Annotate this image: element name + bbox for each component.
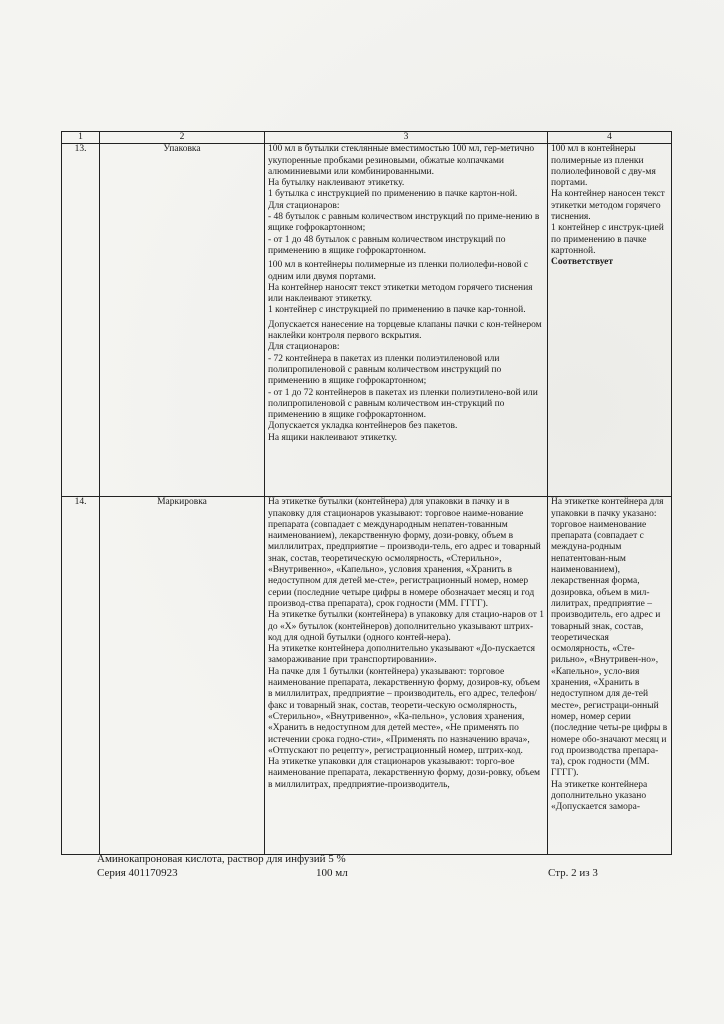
footer-volume: 100 мл: [316, 867, 348, 879]
requirement-paragraph: На этикетке бутылки (контейнера) в упаковку для стацио-наров от 1 до «Х» бутылок (контейнеров) дополнительно указывают штрих-код для одной бутылки (одного контей-нера).: [268, 610, 544, 643]
requirement-paragraph: На пачке для 1 бутылки (контейнера) указывают: торговое наименование препарата, лекарственную форму, дозиров-ку, объем в миллилитрах, предприятие – производитель, его адрес, телефон/факс и товарный знак, состав, теорети-ческую осмолярность, «Стерильно», «Внутривенно», «Ка-пельно», условия хранения, «Хранить в недоступном для детей месте», «Не применять по истечении срока годно-сти», «Применять по назначению врача», «Отпускают по рецепту», регистрационный номер, штрих-код.: [268, 666, 541, 756]
requirement-paragraph: - 48 бутылок с равным количеством инструкций по приме-нению в ящике гофрокартонном;: [268, 212, 540, 234]
requirement-paragraph: - от 1 до 48 бутылок с равным количеством инструкций по применению в ящике гофрокартонном.: [268, 234, 506, 256]
result-paragraph: На контейнер наносен текст этикетки методом горячего тиснения.: [551, 189, 665, 223]
requirement-paragraph: На бутылку наклеивают этикетку.: [268, 178, 405, 189]
row-actual-result: [548, 144, 672, 497]
requirement-paragraph: 1 бутылка с инструкцией по применению в пачке картон-ной.: [268, 189, 518, 200]
requirement-paragraph: 1 контейнер с инструкцией по применению в пачке кар-тонной.: [268, 305, 526, 316]
requirement-paragraph: На этикетке упаковки для стационаров указывают: торго-вое наименование препарата, лекарственную форму, дози-ровку, объем в миллилитрах, предприятие-производитель,: [268, 757, 541, 790]
result-paragraph: 1 контейнер с инструк-цией по применению в пачке картонной.: [551, 223, 664, 256]
header-col-4: 4: [548, 132, 672, 144]
footer-page-number: Стр. 2 из 3: [548, 867, 598, 879]
row-requirements: [265, 144, 548, 497]
requirement-paragraph: На этикетке бутылки (контейнера) для упаковки в пачку и в упаковку для стационаров указывают: торговое наиме-нование препарата (совпадает с международным непатен-тованным наименованием), лекарственную форму, дози-ровку, объем в миллилитрах, предприятие – производи-тель, его адрес и товарный знак, состав, теоретическую осмолярность, «Стерильно», «Внутривенно», «Капельно», условия хранения, «Хранить в недоступном для детей ме-сте», регистрационный номер, номер серии (последние четыре цифры в номере обозначает месяц и год производ-ства препарата), срок годности (ММ. ГГГГ).: [268, 497, 541, 609]
table-header-row: [62, 132, 672, 144]
row-number: 13.: [62, 144, 100, 497]
header-col-1: 1: [62, 132, 100, 144]
requirement-paragraph: На этикетке контейнера дополнительно указывают «До-пускается замораживание при транспортировании».: [268, 644, 535, 666]
row-parameter-name: Упаковка: [100, 144, 265, 497]
requirement-paragraph: Допускается укладка контейнеров без пакетов.: [268, 421, 458, 432]
requirement-paragraph: Для стационаров:: [268, 342, 340, 353]
requirement-paragraph: 100 мл в контейнеры полимерные из пленки полиолефи-новой с одним или двумя портами.: [268, 260, 529, 282]
table-row-labeling: [62, 497, 672, 855]
requirement-paragraph: На контейнер наносят текст этикетки методом горячего тиснения или наклеивают этикетку.: [268, 282, 533, 305]
row-number: 14.: [62, 497, 100, 855]
row-parameter-name: Маркировка: [100, 497, 265, 855]
requirement-paragraph: - от 1 до 72 контейнеров в пакетах из пленки полиэтилено-вой или полипропиленовой с равным количеством ин-струкций по применению в ящике гофрокартонном.: [268, 387, 538, 421]
result-paragraph: На этикетке контейнера для упаковки в пачку указано: торговое наименование препарата (совпадает с междуна-родным непатентован-ным наименованием), лекарственная форма, дозировка, объем в мил-лилитрах, предприятие – производитель, его адрес и товарный знак, состав, теоретическая осмолярность, «Сте-рильно», «Внутривен-но», «Капельно», усло-вия хранения, «Хранить в недоступном для де-тей месте», регистраци-онный номер, номер серии (последние четы-ре цифры в номере обо-значают месяц и год производства препара-та), срок годности (ММ. ГГГГ).: [551, 497, 668, 779]
spec-table: [61, 131, 672, 855]
header-col-2: 2: [100, 132, 265, 144]
table-row-packaging: [62, 144, 672, 497]
requirement-paragraph: - 72 контейнера в пакетах из пленки полиэтиленовой или полипропиленовой с равным количеством инструкций по применению в ящике гофрокартонном;: [268, 353, 502, 387]
result-paragraph: На этикетке контейнера дополнительно указано «Допускается замора-: [551, 779, 648, 813]
header-col-3: 3: [265, 132, 548, 144]
conformity-conclusion: Соответствует: [551, 257, 614, 268]
requirement-paragraph: Для стационаров:: [268, 200, 340, 211]
requirement-paragraph: На ящики наклеивают этикетку.: [268, 432, 398, 443]
row-actual-result: [548, 497, 672, 855]
footer-series: Серия 401170923: [97, 867, 178, 879]
requirement-paragraph: Допускается нанесение на торцевые клапаны пачки с кон-тейнером наклейки контроля первого вскрытия.: [268, 319, 542, 342]
result-paragraph: 100 мл в контейнеры полимерные из пленки полиолефиновой с дву-мя портами.: [551, 144, 656, 189]
row-requirements: [265, 497, 548, 855]
footer-product-name: Аминокапроновая кислота, раствор для инфузий 5 %: [97, 853, 346, 865]
requirement-paragraph: 100 мл в бутылки стеклянные вместимостью 100 мл, гер-метично укупоренные пробками резиновыми, обжатые колпачками алюминиевыми или комбинированными.: [268, 144, 535, 177]
